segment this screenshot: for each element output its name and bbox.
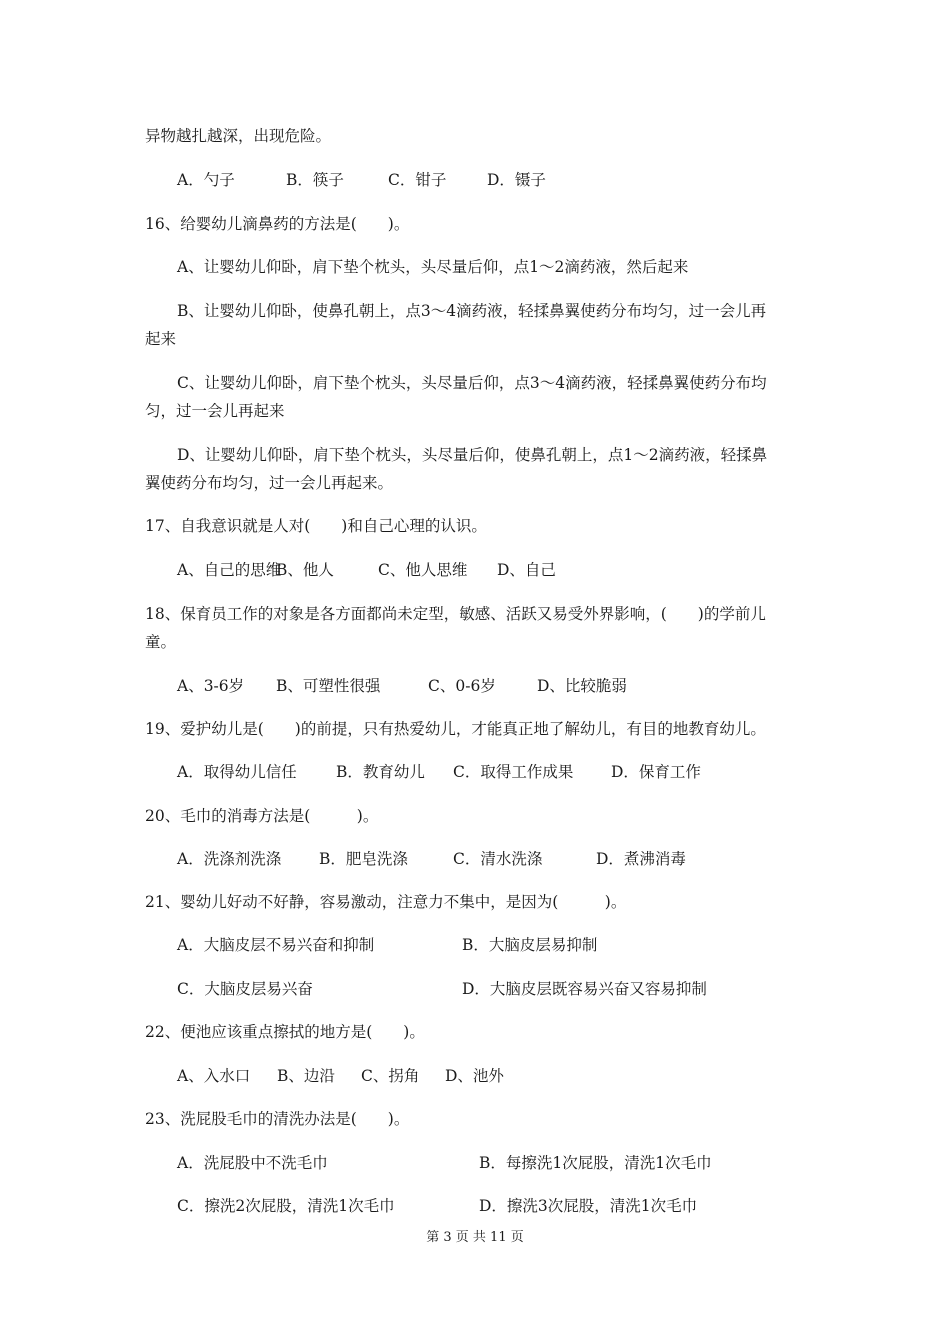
q19-option-a: A．取得幼儿信任 (177, 763, 297, 781)
q21-option-a: A．大脑皮层不易兴奋和抑制 (177, 936, 375, 954)
q15-option-a: A．勺子 (177, 171, 235, 189)
q21-option-c: C．大脑皮层易兴奋 (177, 980, 313, 998)
q20-option-b: B．肥皂洗涤 (319, 850, 408, 868)
q16-option-d-line2: 翼使药分布均匀，过一会儿再起来。 (145, 474, 394, 492)
q17-option-c: C、他人思维 (378, 561, 468, 579)
q16-option-b-line2: 起来 (145, 330, 177, 348)
q18-stem-line2: 童。 (145, 633, 177, 651)
q16-stem: 16、给婴幼儿滴鼻药的方法是( )。 (145, 215, 410, 233)
continuation-text: 异物越扎越深，出现危险。 (145, 127, 332, 145)
q23-option-d: D．擦洗3次屁股，清洗1次毛巾 (479, 1197, 698, 1215)
q15-option-b: B．筷子 (286, 171, 344, 189)
q23-option-a: A．洗屁股中不洗毛巾 (177, 1154, 328, 1172)
q19-option-c: C．取得工作成果 (453, 763, 574, 781)
q16-option-c-line2: 匀，过一会儿再起来 (145, 402, 285, 420)
q17-option-b: B、他人 (276, 561, 334, 579)
q15-option-d: D．镊子 (487, 171, 546, 189)
q18-option-b: B、可塑性很强 (276, 677, 381, 695)
q23-option-c: C．擦洗2次屁股，清洗1次毛巾 (177, 1197, 395, 1215)
q18-option-a: A、3-6岁 (177, 677, 245, 695)
q16-option-b-line1: B、让婴幼儿仰卧，使鼻孔朝上，点3～4滴药液，轻揉鼻翼使药分布均匀，过一会儿再 (177, 302, 767, 320)
q23-stem: 23、洗屁股毛巾的清洗办法是( )。 (145, 1110, 410, 1128)
page-footer: 第 3 页 共 11 页 (426, 1230, 524, 1245)
q17-stem: 17、自我意识就是人对( )和自己心理的认识。 (145, 517, 487, 535)
q22-stem: 22、便池应该重点擦拭的地方是( )。 (145, 1023, 425, 1041)
q16-option-c-line1: C、让婴幼儿仰卧，肩下垫个枕头，头尽量后仰，点3～4滴药液，轻揉鼻翼使药分布均 (177, 374, 767, 392)
q18-stem-line1: 18、保育员工作的对象是各方面都尚未定型，敏感、活跃又易受外界影响，( )的学前儿 (145, 605, 766, 623)
q22-option-b: B、边沿 (277, 1067, 335, 1085)
q20-option-c: C．清水洗涤 (453, 850, 543, 868)
q16-option-d-line1: D、让婴幼儿仰卧，肩下垫个枕头，头尽量后仰，使鼻孔朝上，点1～2滴药液，轻揉鼻 (177, 446, 768, 464)
q17-option-a: A、自己的思维 (177, 561, 282, 579)
q19-option-d: D．保育工作 (611, 763, 701, 781)
q23-option-b: B．每擦洗1次屁股，清洗1次毛巾 (479, 1154, 712, 1172)
q22-option-a: A、入水口 (177, 1067, 251, 1085)
q18-option-d: D、比较脆弱 (537, 677, 627, 695)
q20-option-d: D．煮沸消毒 (596, 850, 686, 868)
q20-stem: 20、毛巾的消毒方法是( )。 (145, 807, 379, 825)
q19-option-b: B．教育幼儿 (336, 763, 425, 781)
q19-stem: 19、爱护幼儿是( )的前提，只有热爱幼儿，才能真正地了解幼儿，有目的地教育幼儿。 (145, 720, 766, 738)
q21-stem: 21、婴幼儿好动不好静，容易激动，注意力不集中，是因为( )。 (145, 893, 627, 911)
q17-option-d: D、自己 (497, 561, 556, 579)
q21-option-b: B．大脑皮层易抑制 (462, 936, 598, 954)
q22-option-c: C、拐角 (361, 1067, 420, 1085)
q22-option-d: D、池外 (445, 1067, 504, 1085)
q16-option-a: A、让婴幼儿仰卧，肩下垫个枕头，头尽量后仰，点1～2滴药液，然后起来 (177, 258, 689, 276)
q15-option-c: C．钳子 (388, 171, 447, 189)
q20-option-a: A．洗涤剂洗涤 (177, 850, 282, 868)
q18-option-c: C、0-6岁 (428, 677, 496, 695)
q21-option-d: D．大脑皮层既容易兴奋又容易抑制 (462, 980, 707, 998)
